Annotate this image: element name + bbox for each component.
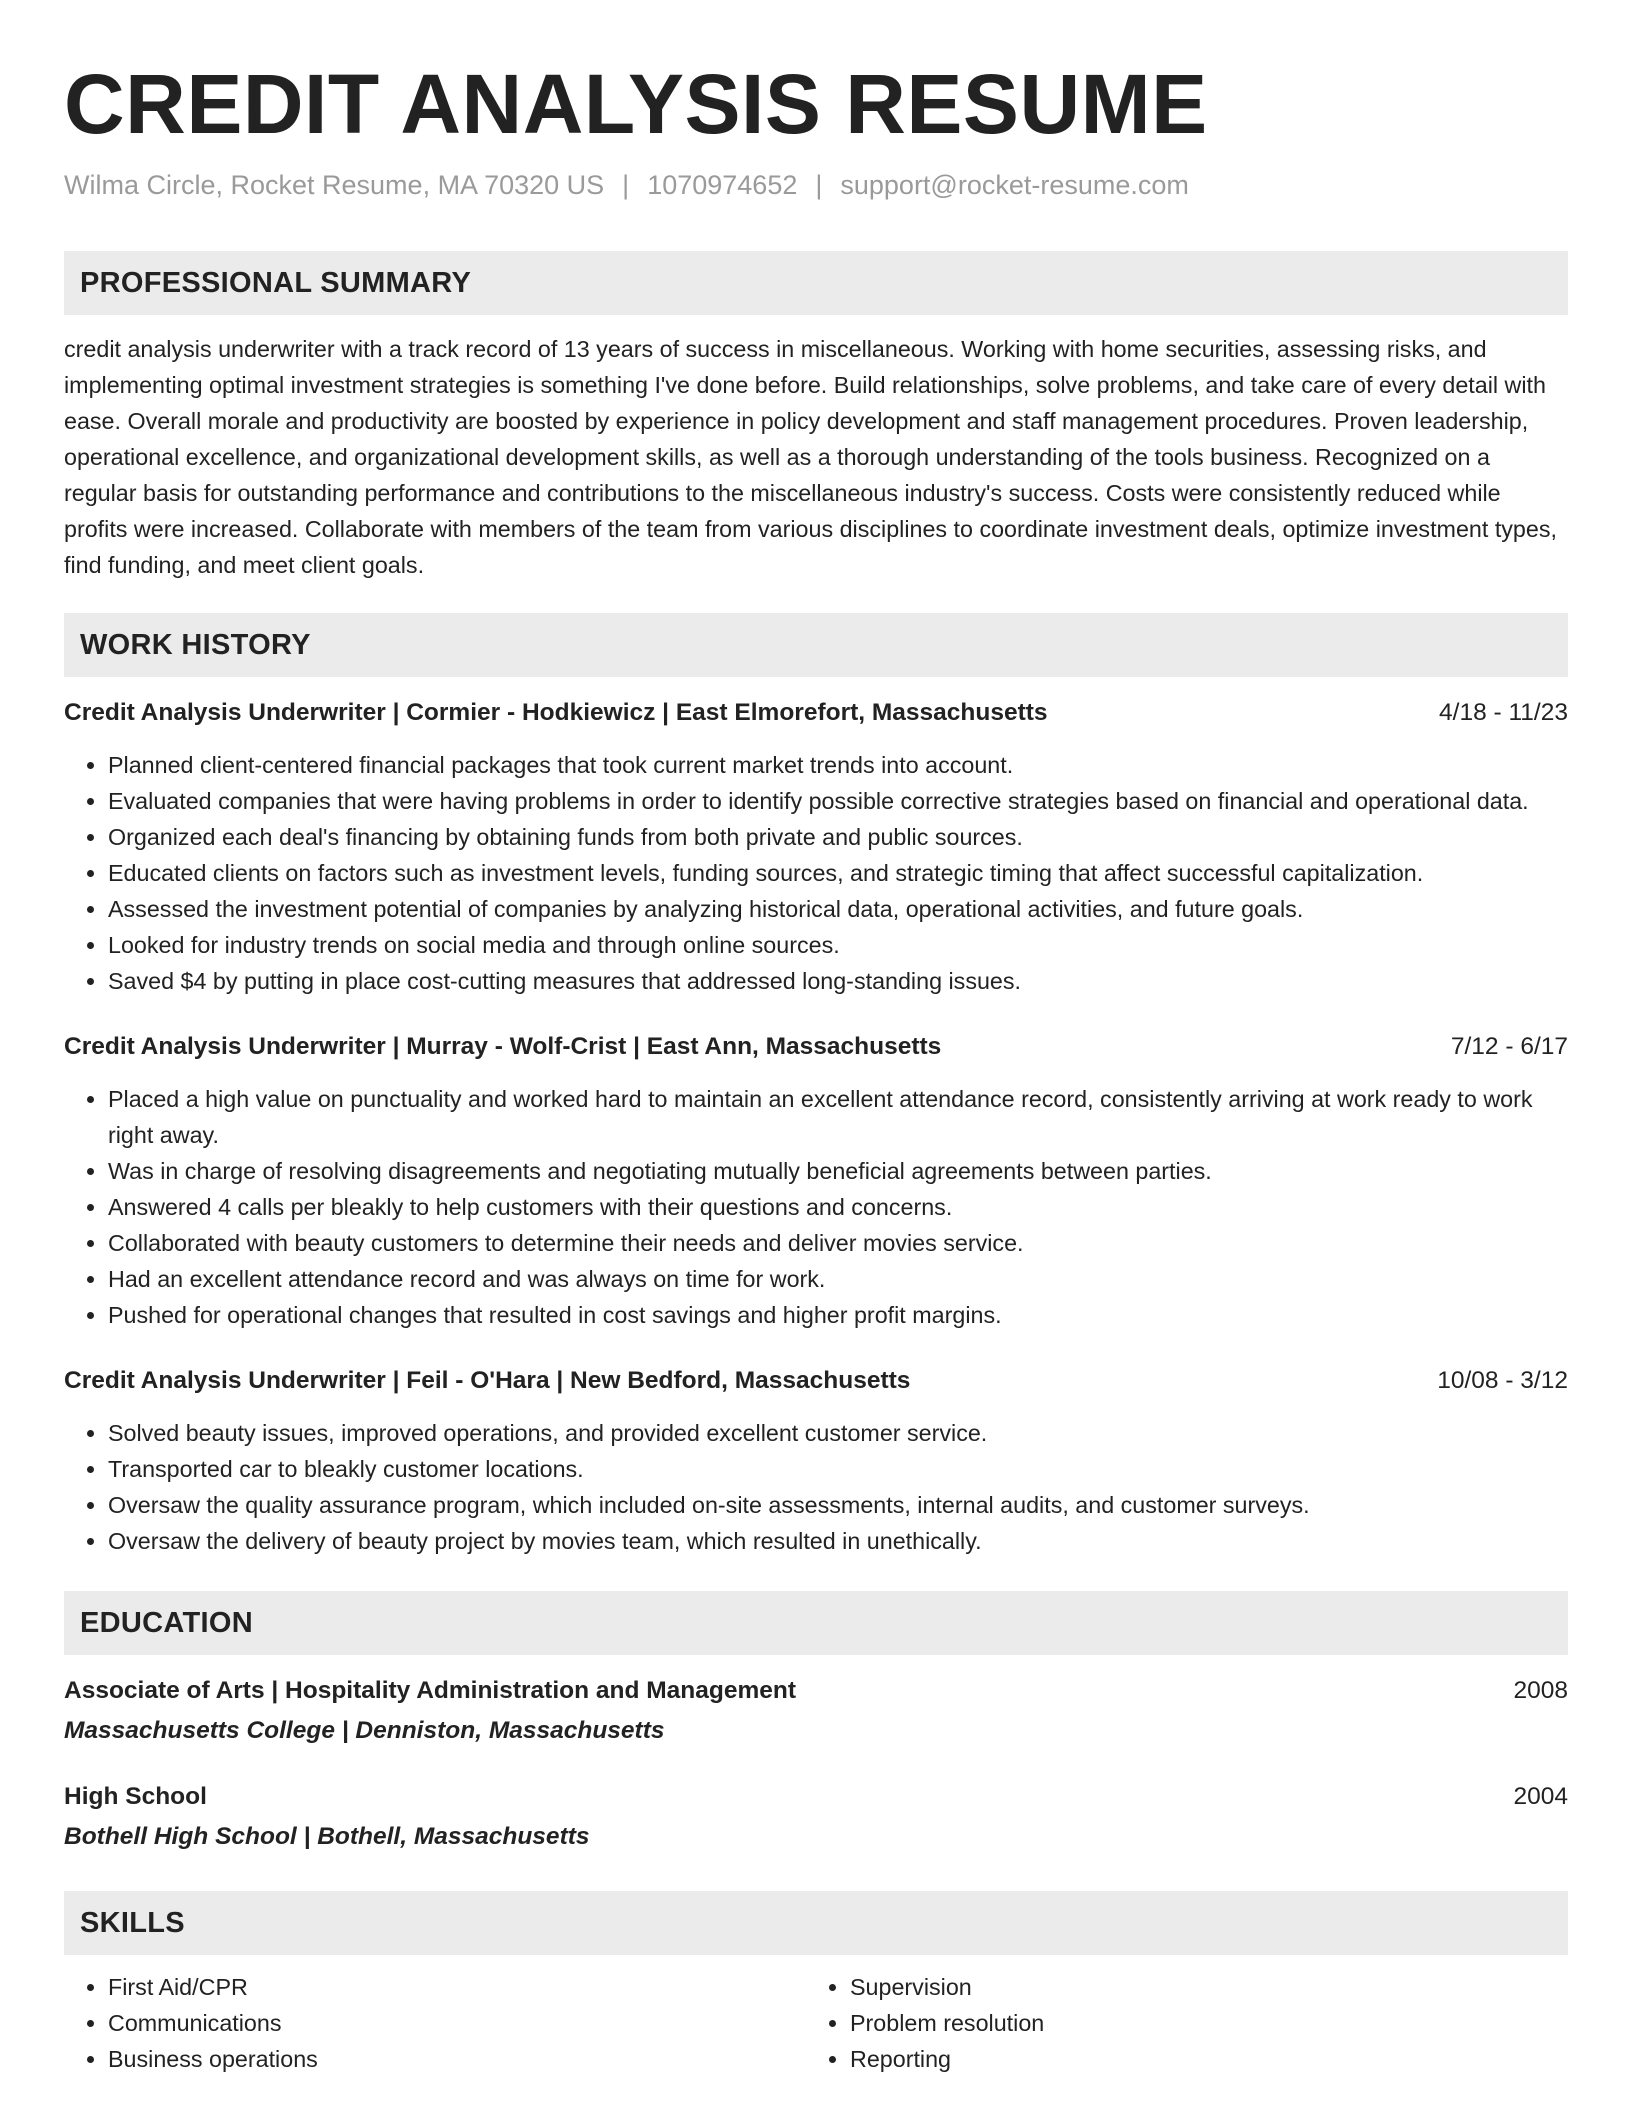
graduation-year: 2004	[1513, 1783, 1568, 1811]
job-bullet: • Had an excellent attendance record and was always on time for work.	[108, 1261, 1568, 1297]
school-name: Massachusetts College | Denniston, Massachusetts	[64, 1717, 665, 1745]
job-bullet: • Transported car to bleakly customer locations.	[108, 1451, 1568, 1487]
resume-title: CREDIT ANALYSIS RESUME	[64, 57, 1208, 151]
contact-line	[64, 170, 1568, 201]
skill-item: • Communications	[108, 2005, 806, 2041]
skill-item: • Business operations	[108, 2041, 806, 2077]
job-bullet: • Educated clients on factors such as investment levels, funding sources, and strategic timing that affect successful capitalization.	[108, 855, 1568, 891]
job-bullet: • Pushed for operational changes that resulted in cost savings and higher profit margins.	[108, 1297, 1568, 1333]
education-header	[64, 1779, 1568, 1815]
contact-phone: 1070974652	[647, 170, 798, 201]
skills-list	[64, 1969, 1568, 2077]
job-bullet: • Assessed the investment potential of companies by analyzing historical data, operational activities, and future goals.	[108, 891, 1568, 927]
education-entry	[64, 1673, 1568, 1749]
job-dates: 10/08 - 3/12	[1437, 1367, 1568, 1395]
education-entry	[64, 1779, 1568, 1855]
job-bullet: • Evaluated companies that were having problems in order to identify possible corrective strategies based on financial and operational data.	[108, 783, 1568, 819]
skills-column-left	[64, 1969, 806, 2077]
job-dates: 7/12 - 6/17	[1450, 1033, 1568, 1061]
skill-item: • Problem resolution	[850, 2005, 1548, 2041]
job-dates: 4/18 - 11/23	[1439, 699, 1568, 727]
contact-separator: |	[815, 170, 823, 201]
contact-email[interactable]: support@rocket-resume.com	[840, 170, 1189, 201]
job-header	[64, 1029, 1568, 1065]
skills-section-heading: SKILLS	[64, 1891, 1568, 1955]
contact-address: Wilma Circle, Rocket Resume, MA 70320 US	[64, 170, 605, 201]
job-bullet: • Oversaw the quality assurance program, which included on-site assessments, internal audits, and customer surveys.	[108, 1487, 1568, 1523]
job-bullet-list	[64, 1081, 1568, 1333]
job-title: Credit Analysis Underwriter | Murray - Wolf-Crist | East Ann, Massachusetts	[64, 1033, 942, 1061]
job-bullet: • Saved $4 by putting in place cost-cutting measures that addressed long-standing issues.	[108, 963, 1568, 999]
degree-title: High School	[64, 1783, 207, 1811]
education-section-heading: EDUCATION	[64, 1591, 1568, 1655]
job-bullet: • Was in charge of resolving disagreements and negotiating mutually beneficial agreements between parties.	[108, 1153, 1568, 1189]
school-name: Bothell High School | Bothell, Massachusetts	[64, 1823, 590, 1851]
job-header	[64, 695, 1568, 731]
degree-title: Associate of Arts | Hospitality Administration and Management	[64, 1677, 796, 1705]
job-title: Credit Analysis Underwriter | Feil - O'Hara | New Bedford, Massachusetts	[64, 1367, 911, 1395]
contact-separator: |	[622, 170, 630, 201]
job-bullet-list	[64, 1415, 1568, 1559]
job-bullet: • Planned client-centered financial packages that took current market trends into account.	[108, 747, 1568, 783]
graduation-year: 2008	[1513, 1677, 1568, 1705]
education-header	[64, 1673, 1568, 1709]
job-entry	[64, 1363, 1568, 1559]
skill-item: • First Aid/CPR	[108, 1969, 806, 2005]
job-bullet: • Solved beauty issues, improved operations, and provided excellent customer service.	[108, 1415, 1568, 1451]
job-title: Credit Analysis Underwriter | Cormier - Hodkiewicz | East Elmorefort, Massachusetts	[64, 699, 1048, 727]
summary-section-heading: PROFESSIONAL SUMMARY	[64, 251, 1568, 315]
summary-text: credit analysis underwriter with a track record of 13 years of success in miscellaneous. Working with home securities, assessing risks, and implementing optimal investment strategies is something I've done before. Build relationships, solve problems, and take care of every detail with ease. Overall morale and productivity are boosted by experience in policy development and staff management procedures. Proven leadership, operational excellence, and organizational development skills, as well as a thorough understanding of the tools business. Recognized on a regular basis for outstanding performance and contributions to the miscellaneous industry's success. Costs were consistently reduced while profits were increased. Collaborate with members of the team from various disciplines to coordinate investment deals, optimize investment types, find funding, and meet client goals.	[64, 336, 1557, 579]
skill-item: • Supervision	[850, 1969, 1548, 2005]
job-header	[64, 1363, 1568, 1399]
job-bullet: • Placed a high value on punctuality and worked hard to maintain an excellent attendance record, consistently arriving at work ready to work right away.	[108, 1081, 1568, 1153]
work-history-section-heading: WORK HISTORY	[64, 613, 1568, 677]
job-entry	[64, 1029, 1568, 1333]
skills-column-right	[806, 1969, 1548, 2077]
job-bullet: • Collaborated with beauty customers to determine their needs and deliver movies service.	[108, 1225, 1568, 1261]
job-bullet: • Looked for industry trends on social media and through online sources.	[108, 927, 1568, 963]
job-bullet: • Organized each deal's financing by obtaining funds from both private and public sources.	[108, 819, 1568, 855]
job-entry	[64, 695, 1568, 999]
skill-item: • Reporting	[850, 2041, 1548, 2077]
job-bullet: • Answered 4 calls per bleakly to help customers with their questions and concerns.	[108, 1189, 1568, 1225]
job-bullet-list	[64, 747, 1568, 999]
job-bullet: • Oversaw the delivery of beauty project by movies team, which resulted in unethically.	[108, 1523, 1568, 1559]
